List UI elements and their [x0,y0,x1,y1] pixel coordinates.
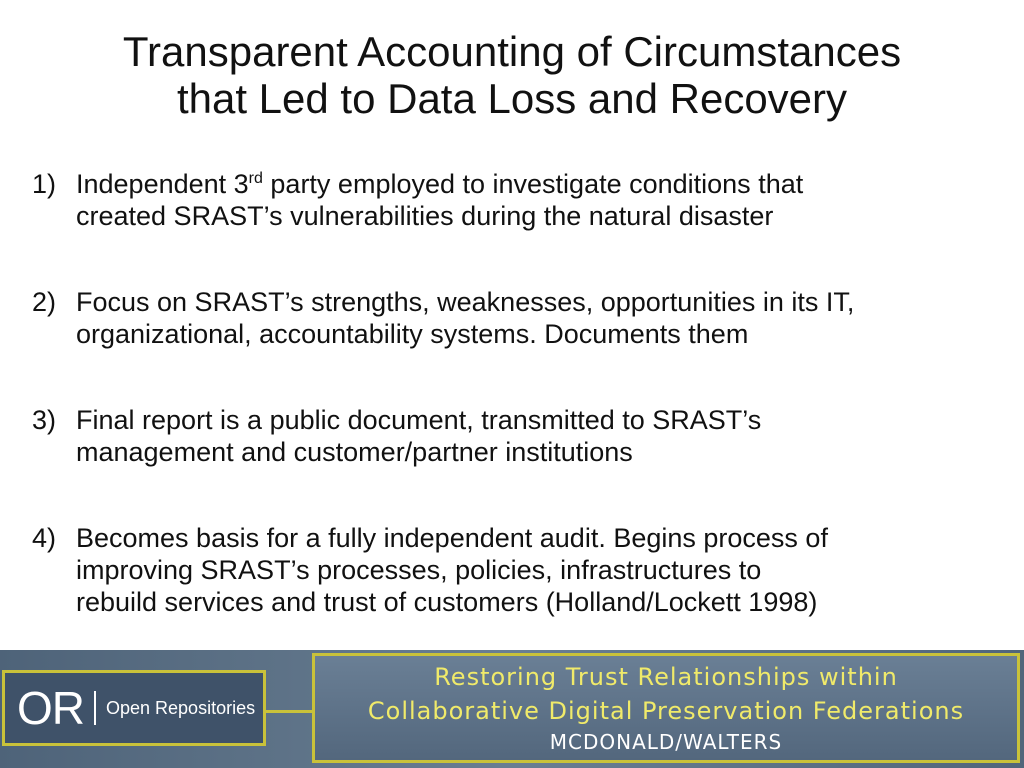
list-item-number: 1) [32,169,57,199]
footer-title-line-1: Restoring Trust Relationships within [434,663,898,691]
list-item-number: 2) [32,287,57,317]
open-repositories-logo [2,670,266,746]
list-item-number: 4) [32,523,57,553]
slide-title-line-2: that Led to Data Loss and Recovery [176,75,848,122]
list-item [32,168,1002,232]
footer-authors: MCDONALD/WALTERS [549,730,783,754]
list-item-line: Final report is a public document, transmitted to SRAST’s [76,405,762,435]
list-item-line: rebuild services and trust of customers (Holland/Lockett 1998) [76,587,818,617]
slide-title [0,28,1024,122]
logo-or-mark: OR [17,682,84,734]
slide-title-line-1: Transparent Accounting of Circumstances [122,28,902,75]
list-item [32,286,1002,350]
logo-separator [94,691,96,725]
list-item-text: party employed to investigate conditions that [262,169,804,199]
list-item-line: Becomes basis for a fully independent audit. Begins process of [76,523,828,553]
superscript: rd [248,170,263,187]
list-item [32,404,1002,468]
numbered-list [32,168,1002,672]
list-item [32,522,1002,618]
footer-connector-line [266,710,314,713]
footer-title-box [312,653,1020,763]
list-item-line: improving SRAST’s processes, policies, infrastructures to [76,555,762,585]
list-item-number: 3) [32,405,57,435]
logo-text: Open Repositories [106,698,256,718]
list-item-line [76,168,1002,200]
footer-title-line-2: Collaborative Digital Preservation Federations [367,697,965,725]
list-item-text: Independent 3 [76,169,249,199]
list-item-line: management and customer/partner institutions [76,437,633,467]
list-item-line: created SRAST’s vulnerabilities during the natural disaster [76,201,774,231]
list-item-line: Focus on SRAST’s strengths, weaknesses, opportunities in its IT, [76,287,855,317]
list-item-line: organizational, accountability systems. Documents them [76,319,749,349]
